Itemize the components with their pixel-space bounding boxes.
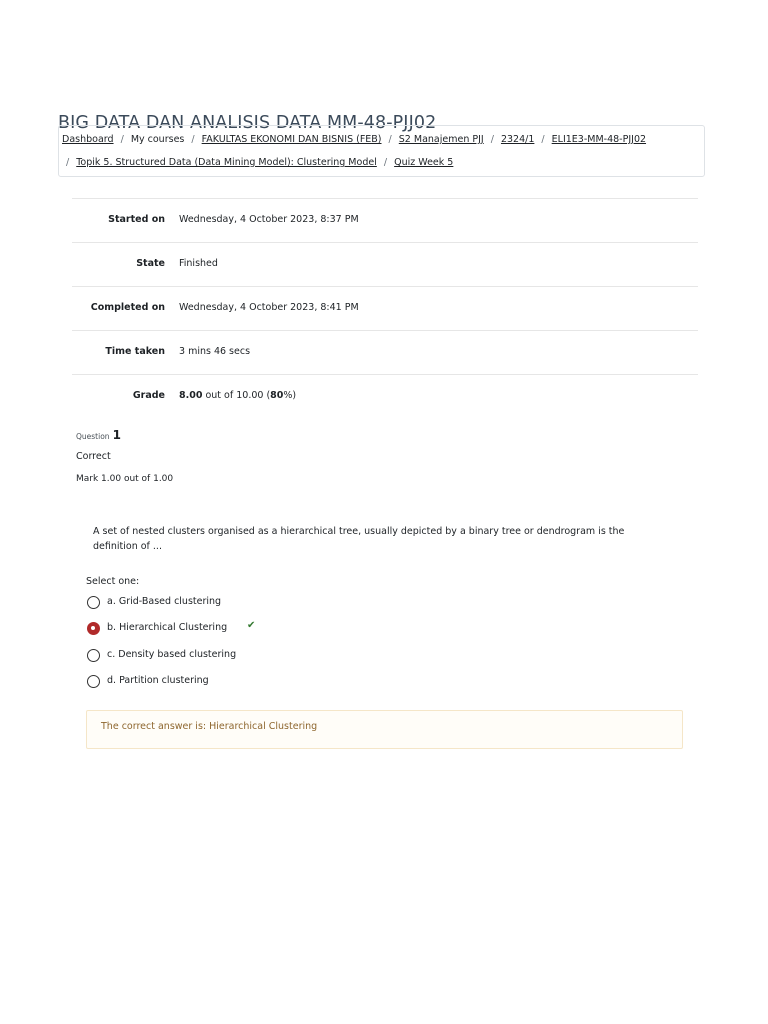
summary-label: Grade bbox=[132, 390, 165, 401]
question-text: A set of nested clusters organised as a hierarchical tree, usually depicted by a binary tree or dendrogram is the definition of ... bbox=[93, 526, 625, 552]
grade-percent: 80 bbox=[270, 390, 284, 401]
summary-value: Wednesday, 4 October 2023, 8:41 PM bbox=[179, 302, 359, 313]
summary-row-grade bbox=[72, 374, 698, 418]
question-state: Correct bbox=[76, 451, 111, 462]
answer-option-label: c. Density based clustering bbox=[107, 649, 237, 660]
breadcrumb-course[interactable]: ELI1E3-MM-48-PJJ02 bbox=[551, 134, 647, 145]
radio-button[interactable] bbox=[87, 596, 100, 609]
answer-option-label: d. Partition clustering bbox=[107, 675, 209, 686]
breadcrumb-faculty[interactable]: FAKULTAS EKONOMI DAN BISNIS (FEB) bbox=[201, 134, 382, 145]
grade-score: 8.00 bbox=[179, 390, 203, 401]
summary-row-started bbox=[72, 198, 698, 242]
breadcrumb-term[interactable]: 2324/1 bbox=[500, 134, 535, 145]
breadcrumb-separator: / bbox=[120, 134, 124, 145]
page-title: BIG DATA DAN ANALISIS DATA MM-48-PJJ02 bbox=[58, 112, 437, 133]
attempt-summary-table bbox=[72, 198, 698, 418]
question-mark: Mark 1.00 out of 1.00 bbox=[76, 474, 174, 484]
check-icon: ✔ bbox=[247, 620, 256, 631]
summary-value: Wednesday, 4 October 2023, 8:37 PM bbox=[179, 214, 359, 225]
summary-value: 3 mins 46 secs bbox=[179, 346, 251, 357]
breadcrumb-separator: / bbox=[66, 157, 70, 168]
breadcrumb-separator: / bbox=[388, 134, 392, 145]
breadcrumb-separator: / bbox=[383, 157, 388, 168]
summary-label: State bbox=[136, 258, 165, 269]
breadcrumb-my-courses: My courses bbox=[130, 134, 185, 145]
summary-row-completed bbox=[72, 286, 698, 330]
summary-value: Finished bbox=[179, 258, 218, 269]
correct-answer-feedback: The correct answer is: Hierarchical Clustering bbox=[101, 721, 318, 732]
radio-button[interactable] bbox=[87, 675, 100, 688]
breadcrumb-topic[interactable]: Topik 5. Structured Data (Data Mining Model): Clustering Model bbox=[76, 157, 377, 168]
feedback-box bbox=[86, 710, 683, 749]
summary-row-state bbox=[72, 242, 698, 286]
question-number: 1 bbox=[112, 428, 121, 442]
answer-prompt: Select one: bbox=[86, 576, 140, 587]
radio-button[interactable] bbox=[87, 649, 100, 662]
answer-option-label: a. Grid-Based clustering bbox=[107, 596, 222, 607]
summary-label: Time taken bbox=[105, 346, 165, 357]
radio-button-selected[interactable] bbox=[87, 622, 100, 635]
answer-option-label: b. Hierarchical Clustering bbox=[107, 622, 228, 633]
summary-label: Started on bbox=[108, 214, 165, 225]
breadcrumb-quiz[interactable]: Quiz Week 5 bbox=[394, 157, 454, 168]
summary-row-time-taken bbox=[72, 330, 698, 374]
question-number-label: Question bbox=[76, 432, 110, 441]
grade-out-of: out of 10.00 ( bbox=[202, 390, 271, 401]
breadcrumb-dashboard[interactable]: Dashboard bbox=[62, 134, 114, 145]
summary-label: Completed on bbox=[90, 302, 165, 313]
breadcrumb-separator: / bbox=[490, 134, 494, 145]
grade-percent-end: %) bbox=[283, 390, 297, 401]
grade-value bbox=[179, 390, 296, 401]
breadcrumb-separator: / bbox=[541, 134, 545, 145]
breadcrumb bbox=[58, 125, 705, 177]
breadcrumb-separator: / bbox=[191, 134, 195, 145]
breadcrumb-program[interactable]: S2 Manajemen PJJ bbox=[398, 134, 484, 145]
question-info bbox=[76, 428, 174, 484]
